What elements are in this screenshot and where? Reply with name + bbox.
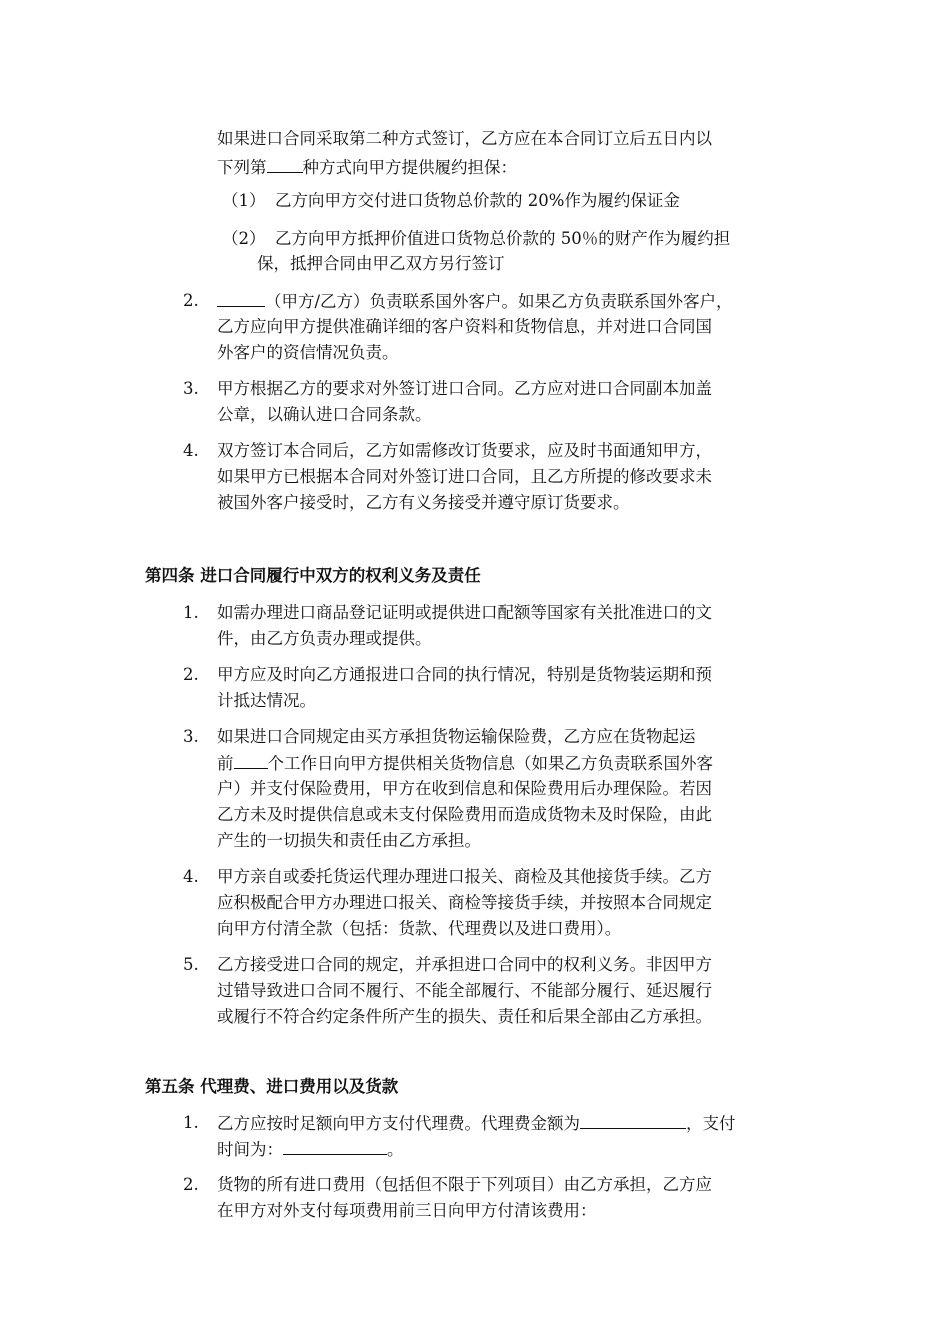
item-number: 4. — [183, 441, 199, 460]
text-fragment: 个工作日向甲方提供相关货物信息（如果乙方负责联系国外客 — [267, 754, 713, 773]
paragraph-line — [217, 1137, 404, 1162]
paragraph-line — [217, 289, 733, 314]
text-fragment: 种方式向甲方提供履约担保： — [302, 158, 517, 177]
item-number: 2. — [183, 665, 199, 684]
paragraph-line: 外客户的资信情况负责。 — [217, 343, 399, 362]
text-fragment: 下列第 — [217, 158, 267, 177]
item-number: 3. — [183, 727, 199, 746]
paragraph-line: 乙方接受进口合同的规定，并承担进口合同中的权利义务。非因甲方 — [217, 955, 712, 974]
paragraph-line: 货物的所有进口费用（包括但不限于下列项目）由乙方承担，乙方应 — [217, 1175, 712, 1194]
text-fragment: 时间为： — [217, 1140, 283, 1159]
item-number: 5. — [183, 955, 199, 974]
paragraph-line: 计抵达情况。 — [217, 691, 316, 710]
fill-blank — [580, 1111, 686, 1129]
paragraph-line: 如果进口合同规定由买方承担货物运输保险费，乙方应在货物起运 — [217, 727, 696, 746]
paragraph-line: 向甲方付清全款（包括：货款、代理费以及进口费用）。 — [217, 919, 622, 938]
item-number: 1. — [183, 603, 199, 622]
option-text: 乙方向甲方交付进口货物总价款的 20%作为履约保证金 — [275, 191, 680, 210]
paragraph-line: 在甲方对外支付每项费用前三日向甲方付清该费用： — [217, 1201, 597, 1220]
text-fragment: 。 — [387, 1140, 404, 1159]
text-fragment: ，支付 — [686, 1114, 736, 1133]
paragraph-line: 过错导致进口合同不履行、不能全部履行、不能部分履行、延迟履行 — [217, 981, 712, 1000]
paragraph-line: 如果进口合同采取第二种方式签订，乙方应在本合同订立后五日内以 — [217, 129, 712, 148]
paragraph-line: 乙方应向甲方提供准确详细的客户资料和货物信息，并对进口合同国 — [217, 317, 712, 336]
paragraph-line: 件，由乙方负责办理或提供。 — [217, 629, 432, 648]
paragraph-line: 如需办理进口商品登记证明或提供进口配额等国家有关批准进口的文 — [217, 603, 712, 622]
text-fragment: 前 — [217, 754, 234, 773]
item-number: 1. — [183, 1113, 199, 1132]
paragraph-line: 产生的一切损失和责任由乙方承担。 — [217, 831, 481, 850]
paragraph-line: 乙方未及时提供信息或未支付保险费用而造成货物未及时保险，由此 — [217, 805, 712, 824]
item-number: 2. — [183, 1175, 199, 1194]
fill-blank — [234, 751, 268, 769]
paragraph-line: 甲方应及时向乙方通报进口合同的执行情况，特别是货物装运期和预 — [217, 665, 712, 684]
fill-blank — [283, 1137, 387, 1155]
text-fragment: （甲方/乙方）负责联系国外客户。如果乙方负责联系国外客户， — [265, 292, 733, 311]
option-text: 乙方向甲方抵押价值进口货物总价款的 50％的财产作为履约担 — [275, 229, 731, 248]
paragraph-line — [217, 155, 517, 180]
fill-blank — [267, 155, 303, 173]
section-heading: 第五条 代理费、进口费用以及货款 — [145, 1077, 399, 1096]
paragraph-line: 被国外客户接受时，乙方有义务接受并遵守原订货要求。 — [217, 493, 630, 512]
paragraph-line: 甲方根据乙方的要求对外签订进口合同。乙方应对进口合同副本加盖 — [217, 379, 712, 398]
paragraph-line: 户）并支付保险费用，甲方在收到信息和保险费用后办理保险。若因 — [217, 779, 712, 798]
item-number: 4. — [183, 867, 199, 886]
paragraph-line: 如果甲方已根据本合同对外签订进口合同，且乙方所提的修改要求未 — [217, 467, 712, 486]
text-fragment: 乙方应按时足额向甲方支付代理费。代理费金额为 — [217, 1114, 580, 1133]
item-number: 2. — [183, 291, 199, 310]
paragraph-line — [217, 751, 713, 776]
paragraph-line — [217, 1111, 736, 1136]
paragraph-line: 公章，以确认进口合同条款。 — [217, 405, 432, 424]
item-number: 3. — [183, 379, 199, 398]
paragraph-line: 双方签订本合同后，乙方如需修改订货要求，应及时书面通知甲方， — [217, 441, 712, 460]
fill-blank — [217, 289, 265, 307]
paragraph-line: 或履行不符合约定条件所产生的损失、责任和后果全部由乙方承担。 — [217, 1007, 712, 1026]
paragraph-line: 甲方亲自或委托货运代理办理进口报关、商检及其他接货手续。乙方 — [217, 867, 712, 886]
paragraph-line: 应积极配合甲方办理进口报关、商检等接货手续，并按照本合同规定 — [217, 893, 712, 912]
option-number: （1） — [222, 191, 266, 210]
section-heading: 第四条 进口合同履行中双方的权利义务及责任 — [145, 566, 481, 585]
option-number: （2） — [222, 229, 266, 248]
option-text: 保，抵押合同由甲乙双方另行签订 — [257, 254, 505, 273]
